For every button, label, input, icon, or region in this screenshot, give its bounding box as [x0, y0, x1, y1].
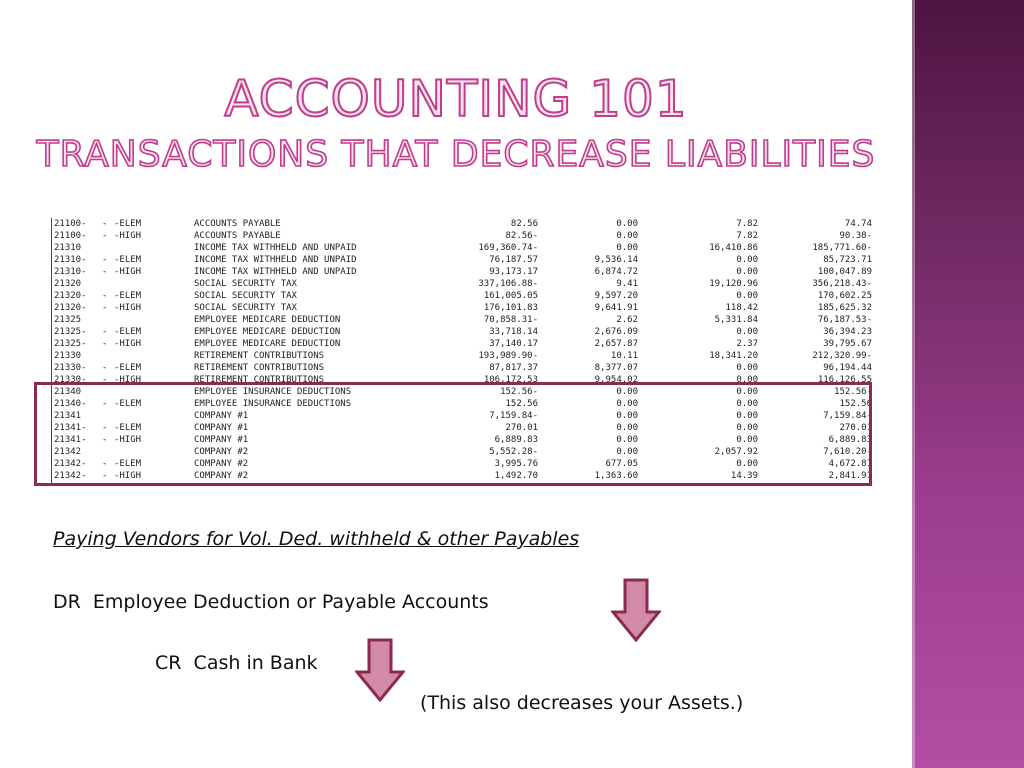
- ledger-cell-level: -ELEM: [114, 363, 142, 373]
- ledger-cell-amount-1: 152.56: [505, 399, 538, 409]
- ledger-cell-separator: [102, 278, 114, 290]
- ledger-row: [52, 254, 872, 266]
- ledger-cell-level: -HIGH: [114, 435, 142, 445]
- ledger-cell-amount-3: 0.00: [736, 459, 758, 469]
- ledger-cell-separator: -: [102, 459, 108, 469]
- ledger-cell-description: SOCIAL SECURITY TAX: [194, 303, 297, 313]
- ledger-cell-amount-2: 0.00: [616, 231, 638, 241]
- ledger-cell-amount-1: 193,989.90-: [478, 351, 538, 361]
- ledger-cell-account-code: 21325-: [54, 327, 87, 337]
- ledger-cell-description: ACCOUNTS PAYABLE: [194, 219, 281, 229]
- ledger-cell-separator: -: [102, 219, 108, 229]
- ledger-cell-separator: -: [102, 291, 108, 301]
- ledger-cell-amount-3: 0.00: [736, 375, 758, 385]
- ledger-cell-amount-2: 2.62: [616, 315, 638, 325]
- ledger-cell-amount-1: 270.01: [505, 423, 538, 433]
- ledger-cell-amount-4: 96,194.44: [823, 363, 872, 373]
- assets-note: (This also decreases your Assets.): [420, 692, 744, 714]
- ledger-cell-amount-4: 7,610.20-: [823, 447, 872, 457]
- ledger-cell-amount-1: 1,492.70: [494, 471, 538, 481]
- ledger-cell-description: EMPLOYEE INSURANCE DEDUCTIONS: [194, 399, 352, 409]
- ledger-cell-amount-1: 70,858.31-: [483, 315, 538, 325]
- ledger-cell-account-code: 21320-: [54, 291, 87, 301]
- ledger-cell-amount-2: 0.00: [616, 219, 638, 229]
- ledger-cell-amount-3: 0.00: [736, 387, 758, 397]
- ledger-cell-amount-1: 161,005.05: [483, 291, 538, 301]
- ledger-cell-separator: -: [102, 339, 108, 349]
- ledger-cell-amount-3: 2.37: [736, 339, 758, 349]
- ledger-cell-amount-2: 8,377.07: [594, 363, 638, 373]
- ledger-cell-amount-2: 9,954.02: [594, 375, 638, 385]
- ledger-cell-amount-3: 0.00: [736, 363, 758, 373]
- ledger-cell-description: COMPANY #2: [194, 471, 249, 481]
- ledger-row: [52, 326, 872, 338]
- ledger-cell-description: RETIREMENT CONTRIBUTIONS: [194, 351, 325, 361]
- ledger-cell-account-code: 21341: [54, 411, 82, 421]
- ledger-row: [52, 314, 872, 326]
- decorative-side-bar: [912, 0, 1024, 768]
- ledger-cell-amount-3: 5,331.84: [714, 315, 758, 325]
- ledger-cell-description: EMPLOYEE MEDICARE DEDUCTION: [194, 339, 341, 349]
- ledger-cell-amount-3: 118.42: [725, 303, 758, 313]
- ledger-cell-level: [114, 314, 194, 326]
- ledger-cell-amount-2: 10.11: [610, 351, 638, 361]
- ledger-cell-amount-1: 106,172.53: [483, 375, 538, 385]
- ledger-cell-amount-4: 4,672.81: [828, 459, 872, 469]
- ledger-cell-description: COMPANY #1: [194, 423, 249, 433]
- down-arrow-icon: [355, 638, 405, 702]
- ledger-cell-separator: -: [102, 267, 108, 277]
- ledger-cell-separator: [102, 242, 114, 254]
- ledger-cell-amount-3: 0.00: [736, 423, 758, 433]
- ledger-cell-amount-4: 170,602.25: [817, 291, 872, 301]
- ledger-cell-separator: -: [102, 303, 108, 313]
- ledger-cell-amount-4: 152.56-: [834, 387, 872, 397]
- ledger-row: [52, 242, 872, 254]
- ledger-cell-description: EMPLOYEE MEDICARE DEDUCTION: [194, 315, 341, 325]
- ledger-cell-account-code: 21325: [54, 315, 82, 325]
- ledger-cell-separator: -: [102, 399, 108, 409]
- ledger-cell-level: -HIGH: [114, 303, 142, 313]
- ledger-cell-description: INCOME TAX WITHHELD AND UNPAID: [194, 267, 357, 277]
- ledger-cell-level: [114, 350, 194, 362]
- ledger-cell-level: -ELEM: [114, 399, 142, 409]
- ledger-cell-amount-4: 74.74: [844, 219, 872, 229]
- ledger-cell-separator: -: [102, 423, 108, 433]
- ledger-cell-amount-3: 0.00: [736, 291, 758, 301]
- ledger-cell-description: RETIREMENT CONTRIBUTIONS: [194, 375, 325, 385]
- ledger-cell-level: -ELEM: [114, 255, 142, 265]
- ledger-cell-amount-2: 677.05: [605, 459, 638, 469]
- ledger-cell-amount-1: 3,995.76: [494, 459, 538, 469]
- ledger-cell-amount-1: 33,718.14: [489, 327, 538, 337]
- ledger-cell-account-code: 21340: [54, 387, 82, 397]
- ledger-cell-amount-3: 0.00: [736, 411, 758, 421]
- ledger-cell-description: EMPLOYEE MEDICARE DEDUCTION: [194, 327, 341, 337]
- ledger-cell-amount-2: 0.00: [616, 411, 638, 421]
- ledger-cell-description: RETIREMENT CONTRIBUTIONS: [194, 363, 325, 373]
- ledger-cell-separator: -: [102, 363, 108, 373]
- ledger-cell-level: -ELEM: [114, 459, 142, 469]
- ledger-cell-amount-4: 90.38-: [839, 231, 872, 241]
- ledger-cell-account-code: 21310: [54, 243, 82, 253]
- ledger-cell-level: -ELEM: [114, 219, 142, 229]
- ledger-cell-amount-3: 2,057.92: [714, 447, 758, 457]
- ledger-cell-amount-3: 0.00: [736, 435, 758, 445]
- ledger-cell-separator: -: [102, 471, 108, 481]
- ledger-cell-amount-2: 0.00: [616, 387, 638, 397]
- ledger-cell-separator: -: [102, 231, 108, 241]
- ledger-row: [52, 290, 872, 302]
- ledger-row: [52, 218, 872, 230]
- ledger-row: [52, 362, 872, 374]
- ledger-cell-account-code: 21100-: [54, 219, 87, 229]
- ledger-cell-amount-2: 0.00: [616, 243, 638, 253]
- ledger-cell-level: [114, 278, 194, 290]
- ledger-cell-amount-2: 9,536.14: [594, 255, 638, 265]
- down-arrow-icon: [611, 578, 661, 642]
- ledger-cell-amount-4: 185,771.60-: [812, 243, 872, 253]
- ledger-cell-amount-1: 82.56: [510, 219, 538, 229]
- ledger-cell-separator: -: [102, 375, 108, 385]
- ledger-cell-description: COMPANY #2: [194, 459, 249, 469]
- ledger-cell-account-code: 21325-: [54, 339, 87, 349]
- ledger-cell-amount-2: 0.00: [616, 435, 638, 445]
- ledger-row: [52, 230, 872, 242]
- ledger-cell-account-code: 21342-: [54, 471, 87, 481]
- ledger-cell-amount-3: 7.82: [736, 231, 758, 241]
- ledger-cell-description: ACCOUNTS PAYABLE: [194, 231, 281, 241]
- slide-title: ACCOUNTING 101: [224, 70, 688, 128]
- ledger-cell-amount-2: 0.00: [616, 423, 638, 433]
- debit-line: DR Employee Deduction or Payable Accounts: [53, 591, 489, 613]
- ledger-row: [52, 266, 872, 278]
- ledger-cell-amount-4: 116,126.55: [817, 375, 872, 385]
- ledger-cell-amount-2: 2,657.87: [594, 339, 638, 349]
- credit-line: CR Cash in Bank: [155, 652, 318, 674]
- ledger-cell-amount-1: 176,101.83: [483, 303, 538, 313]
- ledger-cell-account-code: 21342-: [54, 459, 87, 469]
- ledger-cell-amount-4: 2,841.91: [828, 471, 872, 481]
- ledger-cell-description: EMPLOYEE INSURANCE DEDUCTIONS: [194, 387, 352, 397]
- ledger-cell-amount-2: 1,363.60: [594, 471, 638, 481]
- ledger-cell-level: -ELEM: [114, 423, 142, 433]
- ledger-cell-amount-3: 0.00: [736, 399, 758, 409]
- ledger-cell-description: INCOME TAX WITHHELD AND UNPAID: [194, 255, 357, 265]
- ledger-cell-amount-1: 5,552.28-: [489, 447, 538, 457]
- ledger-cell-amount-4: 76,187.53-: [817, 315, 872, 325]
- ledger-cell-amount-3: 16,410.86: [709, 243, 758, 253]
- ledger-cell-amount-2: 6,874.72: [594, 267, 638, 277]
- ledger-cell-amount-3: 18,341.20: [709, 351, 758, 361]
- ledger-cell-amount-4: 185,625.32: [817, 303, 872, 313]
- ledger-cell-amount-3: 0.00: [736, 327, 758, 337]
- ledger-cell-level: -HIGH: [114, 267, 142, 277]
- ledger-cell-amount-4: 36,394.23: [823, 327, 872, 337]
- ledger-cell-description: INCOME TAX WITHHELD AND UNPAID: [194, 243, 357, 253]
- ledger-cell-amount-4: 6,889.83: [828, 435, 872, 445]
- ledger-cell-amount-4: 270.01: [839, 423, 872, 433]
- ledger-cell-account-code: 21341-: [54, 435, 87, 445]
- ledger-cell-description: COMPANY #1: [194, 411, 249, 421]
- ledger-cell-level: -HIGH: [114, 471, 142, 481]
- ledger-cell-account-code: 21310-: [54, 267, 87, 277]
- ledger-cell-separator: [102, 350, 114, 362]
- ledger-cell-account-code: 21340-: [54, 399, 87, 409]
- ledger-cell-account-code: 21330: [54, 351, 82, 361]
- ledger-cell-amount-2: 0.00: [616, 447, 638, 457]
- ledger-cell-amount-3: 7.82: [736, 219, 758, 229]
- ledger-cell-level: [114, 242, 194, 254]
- ledger-cell-amount-1: 37,140.17: [489, 339, 538, 349]
- ledger-cell-account-code: 21310-: [54, 255, 87, 265]
- ledger-cell-description: SOCIAL SECURITY TAX: [194, 291, 297, 301]
- slide-subtitle: TRANSACTIONS THAT DECREASE LIABILITIES: [36, 134, 876, 175]
- highlight-box: [34, 382, 872, 486]
- ledger-cell-level: -HIGH: [114, 339, 142, 349]
- ledger-cell-amount-3: 0.00: [736, 267, 758, 277]
- ledger-cell-description: COMPANY #2: [194, 447, 249, 457]
- ledger-cell-amount-4: 356,218.43-: [812, 279, 872, 289]
- ledger-cell-amount-4: 212,320.99-: [812, 351, 872, 361]
- ledger-cell-amount-4: 100,047.89: [817, 267, 872, 277]
- ledger-cell-account-code: 21341-: [54, 423, 87, 433]
- ledger-cell-amount-1: 169,360.74-: [478, 243, 538, 253]
- ledger-cell-amount-3: 0.00: [736, 255, 758, 265]
- ledger-cell-account-code: 21342: [54, 447, 82, 457]
- ledger-row: [52, 302, 872, 314]
- ledger-cell-amount-1: 76,187.57: [489, 255, 538, 265]
- ledger-cell-amount-4: 85,723.71: [823, 255, 872, 265]
- ledger-row: [52, 350, 872, 362]
- ledger-cell-amount-2: 0.00: [616, 399, 638, 409]
- ledger-cell-level: -HIGH: [114, 375, 142, 385]
- ledger-cell-account-code: 21100-: [54, 231, 87, 241]
- ledger-cell-amount-2: 9.41: [616, 279, 638, 289]
- ledger-cell-account-code: 21330-: [54, 363, 87, 373]
- ledger-cell-level: -ELEM: [114, 327, 142, 337]
- ledger-cell-amount-1: 87,817.37: [489, 363, 538, 373]
- ledger-cell-amount-4: 152.56: [839, 399, 872, 409]
- ledger-cell-account-code: 21330-: [54, 375, 87, 385]
- ledger-cell-level: -HIGH: [114, 231, 142, 241]
- ledger-cell-account-code: 21320-: [54, 303, 87, 313]
- ledger-cell-amount-1: 152.56-: [500, 387, 538, 397]
- ledger-cell-amount-1: 82.56-: [505, 231, 538, 241]
- ledger-cell-separator: [102, 314, 114, 326]
- ledger-cell-amount-2: 2,676.09: [594, 327, 638, 337]
- ledger-row: [52, 278, 872, 290]
- section-heading: Paying Vendors for Vol. Ded. withheld & other Payables: [53, 528, 580, 550]
- ledger-row: [52, 338, 872, 350]
- ledger-cell-amount-2: 9,597.20: [594, 291, 638, 301]
- ledger-cell-amount-1: 6,889.83: [494, 435, 538, 445]
- ledger-cell-amount-3: 14.39: [730, 471, 758, 481]
- ledger-cell-amount-4: 39,795.67: [823, 339, 872, 349]
- ledger-cell-separator: -: [102, 255, 108, 265]
- ledger-cell-amount-3: 19,120.96: [709, 279, 758, 289]
- ledger-cell-description: SOCIAL SECURITY TAX: [194, 279, 297, 289]
- ledger-cell-account-code: 21320: [54, 279, 82, 289]
- ledger-cell-separator: -: [102, 327, 108, 337]
- ledger-cell-amount-1: 337,106.88-: [478, 279, 538, 289]
- ledger-cell-level: -ELEM: [114, 291, 142, 301]
- ledger-cell-description: COMPANY #1: [194, 435, 249, 445]
- ledger-cell-amount-4: 7,159.84-: [823, 411, 872, 421]
- ledger-cell-amount-1: 93,173.17: [489, 267, 538, 277]
- ledger-cell-amount-2: 9,641.91: [594, 303, 638, 313]
- ledger-cell-amount-1: 7,159.84-: [489, 411, 538, 421]
- ledger-cell-separator: -: [102, 435, 108, 445]
